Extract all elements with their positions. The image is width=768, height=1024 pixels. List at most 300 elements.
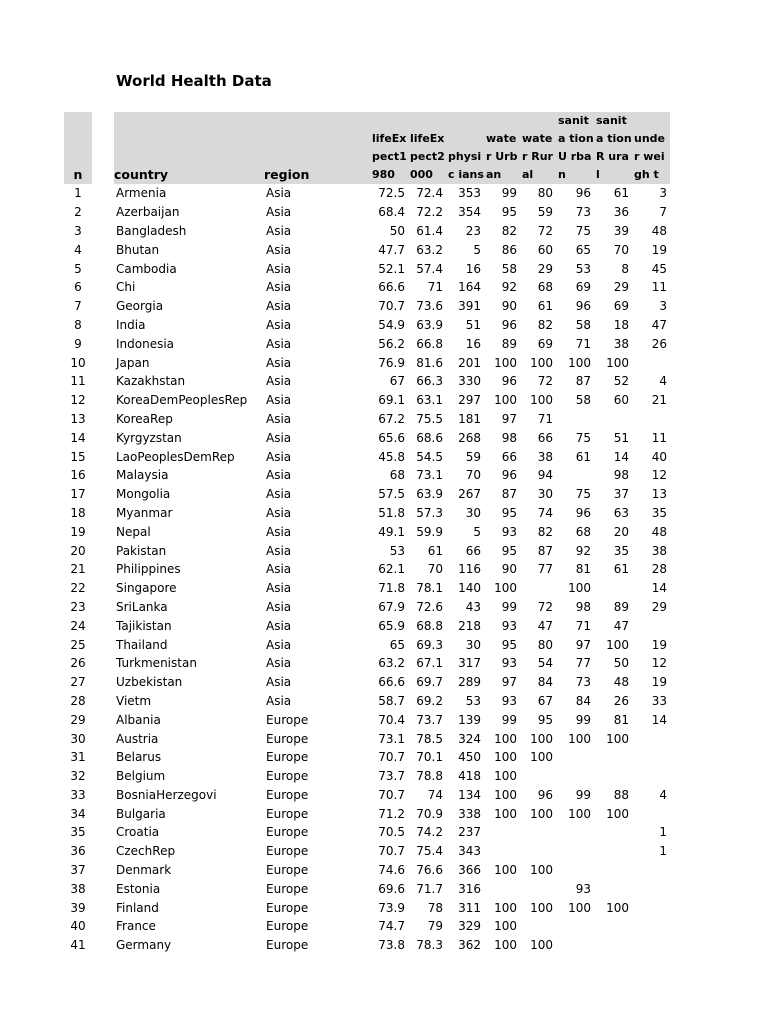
cell-physicians: 16 [465,261,481,276]
cell-sanitation-urban: 58 [575,317,591,332]
cell-lifeexpect1980: 62.1 [378,562,405,577]
cell-lifeexpect2000: 72.2 [416,205,443,220]
cell-lifeexpect1980: 71.2 [378,806,405,821]
cell-region: Asia [266,693,292,708]
cell-country: Chi [116,280,136,295]
cell-sanitation-urban: 96 [575,186,591,201]
table-row [64,372,670,391]
cell-physicians: 289 [458,675,481,690]
table-row [64,616,670,635]
table-row [64,917,670,936]
cell-lifeexpect1980: 57.5 [378,487,405,502]
cell-lifeexpect2000: 73.6 [416,299,443,314]
cell-lifeexpect2000: 66.3 [416,374,443,389]
cell-underweight: 4 [659,374,667,389]
cell-underweight [632,861,670,880]
cell-sanitation-urban: 53 [575,261,591,276]
cell-water-rural: 59 [537,205,553,220]
cell-sanitation-urban: 100 [568,806,591,821]
cell-water-urban: 100 [494,938,517,953]
cell-region: Asia [266,656,292,671]
cell-lifeexpect1980: 47.7 [378,242,405,257]
table-row [64,673,670,692]
header-sanitation-rural: sanita tionR ural [594,112,632,184]
cell-sanitation-rural [594,861,632,880]
cell-sanitation-urban [556,917,594,936]
cell-lifeexpect1980: 45.8 [378,449,405,464]
cell-physicians: 23 [465,223,481,238]
cell-underweight: 14 [651,581,667,596]
cell-water-rural: 82 [537,524,553,539]
header-lifeexpect2000: lifeEx pect2 000 [408,112,446,184]
cell-gap [92,334,114,353]
cell-sanitation-rural: 100 [606,731,629,746]
cell-underweight: 45 [651,261,667,276]
cell-region: Asia [266,205,292,220]
cell-underweight: 7 [659,205,667,220]
page-title: World Health Data [116,72,272,90]
cell-water-urban: 82 [501,223,517,238]
cell-water-urban: 95 [501,505,517,520]
table-row [64,861,670,880]
cell-region: Europe [266,900,309,915]
cell-n: 5 [74,261,82,276]
cell-underweight: 26 [651,336,667,351]
cell-water-rural: 67 [537,693,553,708]
cell-region: Asia [266,468,292,483]
cell-lifeexpect2000: 61.4 [416,223,443,238]
cell-lifeexpect1980: 58.7 [378,693,405,708]
cell-physicians: 418 [458,769,481,784]
cell-underweight: 12 [651,468,667,483]
cell-water-rural: 77 [537,562,553,577]
cell-country: Japan [116,355,150,370]
cell-lifeexpect2000: 75.4 [416,844,443,859]
cell-sanitation-rural [594,879,632,898]
cell-lifeexpect1980: 52.1 [378,261,405,276]
cell-underweight [632,410,670,429]
cell-region: Europe [266,844,309,859]
cell-n: 4 [74,242,82,257]
cell-country: Estonia [116,881,161,896]
cell-lifeexpect1980: 70.7 [378,844,405,859]
cell-sanitation-rural [594,410,632,429]
cell-n: 16 [70,468,86,483]
header-water-urban: water Urban [484,112,520,184]
cell-sanitation-urban: 100 [568,581,591,596]
cell-lifeexpect1980: 67.9 [378,599,405,614]
cell-lifeexpect1980: 69.1 [378,393,405,408]
cell-country: Nepal [116,524,151,539]
cell-sanitation-urban [556,767,594,786]
cell-underweight: 19 [651,637,667,652]
cell-region: Asia [266,393,292,408]
cell-gap [92,823,114,842]
cell-lifeexpect2000: 67.1 [416,656,443,671]
cell-sanitation-rural [594,823,632,842]
cell-physicians: 164 [458,280,481,295]
cell-lifeexpect1980: 70.7 [378,787,405,802]
cell-underweight: 35 [651,505,667,520]
table-row [64,316,670,335]
cell-sanitation-rural [594,936,632,955]
table-row [64,203,670,222]
cell-country: Vietm [116,693,152,708]
cell-country: Mongolia [116,487,171,502]
cell-sanitation-urban: 77 [575,656,591,671]
cell-n: 30 [70,731,86,746]
cell-lifeexpect1980: 66.6 [378,280,405,295]
cell-lifeexpect2000: 66.8 [416,336,443,351]
cell-lifeexpect2000: 81.6 [416,355,443,370]
cell-water-urban: 90 [501,299,517,314]
cell-country: SriLanka [116,599,168,614]
cell-lifeexpect2000: 70.9 [416,806,443,821]
cell-sanitation-rural: 88 [613,787,629,802]
data-table [64,112,670,955]
cell-lifeexpect2000: 57.3 [416,505,443,520]
cell-underweight [632,616,670,635]
cell-gap [92,861,114,880]
cell-n: 33 [70,787,86,802]
cell-region: Asia [266,581,292,596]
cell-lifeexpect2000: 69.7 [416,675,443,690]
cell-sanitation-rural [594,842,632,861]
cell-lifeexpect2000: 61 [427,543,443,558]
cell-sanitation-rural [594,917,632,936]
cell-water-urban: 98 [501,430,517,445]
cell-water-rural: 100 [530,900,553,915]
cell-gap [92,804,114,823]
cell-country: Georgia [116,299,164,314]
table-row [64,692,670,711]
cell-region: Europe [266,825,309,840]
cell-water-urban: 100 [494,863,517,878]
cell-lifeexpect2000: 71 [427,280,443,295]
cell-lifeexpect1980: 74.6 [378,863,405,878]
cell-n: 11 [70,374,86,389]
cell-gap [92,203,114,222]
cell-underweight [632,748,670,767]
cell-sanitation-rural: 18 [613,317,629,332]
header-gap [92,112,114,184]
cell-sanitation-urban [556,466,594,485]
cell-sanitation-rural: 52 [613,374,629,389]
cell-n: 12 [70,393,86,408]
cell-sanitation-rural: 70 [613,242,629,257]
cell-water-rural: 30 [537,487,553,502]
cell-sanitation-urban: 58 [575,393,591,408]
cell-water-urban: 100 [494,787,517,802]
cell-region: Asia [266,675,292,690]
cell-sanitation-rural: 48 [613,675,629,690]
cell-underweight: 12 [651,656,667,671]
cell-sanitation-urban: 100 [568,731,591,746]
cell-lifeexpect1980: 68.4 [378,205,405,220]
cell-gap [92,485,114,504]
cell-region: Asia [266,487,292,502]
cell-region: Europe [266,731,309,746]
cell-lifeexpect2000: 74.2 [416,825,443,840]
cell-sanitation-rural: 69 [613,299,629,314]
cell-sanitation-rural: 60 [613,393,629,408]
cell-n: 9 [74,336,82,351]
cell-n: 18 [70,505,86,520]
cell-country: Azerbaijan [116,205,180,220]
cell-sanitation-urban: 65 [575,242,591,257]
cell-sanitation-rural: 100 [606,806,629,821]
header-region: region [264,112,370,184]
cell-region: Europe [266,919,309,934]
table-row [64,334,670,353]
cell-water-rural: 100 [530,731,553,746]
cell-n: 21 [70,562,86,577]
cell-water-rural: 72 [537,374,553,389]
cell-physicians: 53 [465,693,481,708]
cell-country: Bangladesh [116,223,187,238]
cell-water-urban: 100 [494,355,517,370]
cell-region: Europe [266,750,309,765]
cell-sanitation-rural: 47 [613,618,629,633]
cell-lifeexpect1980: 68 [389,468,405,483]
table-row [64,598,670,617]
cell-underweight: 40 [651,449,667,464]
cell-underweight: 1 [659,844,667,859]
cell-water-rural: 71 [537,411,553,426]
cell-physicians: 329 [458,919,481,934]
cell-lifeexpect1980: 51.8 [378,505,405,520]
cell-country: KoreaRep [116,411,173,426]
cell-water-urban: 93 [501,693,517,708]
cell-water-urban: 100 [494,900,517,915]
cell-sanitation-rural: 35 [613,543,629,558]
cell-region: Europe [266,938,309,953]
cell-lifeexpect1980: 70.4 [378,712,405,727]
cell-physicians: 66 [465,543,481,558]
cell-physicians: 134 [458,787,481,802]
cell-sanitation-urban [556,748,594,767]
cell-lifeexpect1980: 70.5 [378,825,405,840]
cell-region: Asia [266,299,292,314]
table-row [64,635,670,654]
cell-region: Europe [266,712,309,727]
table-row [64,222,670,241]
cell-lifeexpect1980: 76.9 [378,355,405,370]
cell-n: 29 [70,712,86,727]
cell-physicians: 181 [458,411,481,426]
cell-n: 39 [70,900,86,915]
cell-country: LaoPeoplesDemRep [116,449,235,464]
cell-n: 26 [70,656,86,671]
cell-sanitation-rural: 100 [606,900,629,915]
cell-physicians: 30 [465,505,481,520]
cell-sanitation-rural: 37 [613,487,629,502]
cell-water-rural: 68 [537,280,553,295]
cell-water-rural: 66 [537,430,553,445]
table-row [64,767,670,786]
cell-country: France [116,919,156,934]
table-row [64,936,670,955]
cell-water-rural: 100 [530,393,553,408]
cell-country: Belgium [116,769,166,784]
cell-country: Albania [116,712,161,727]
cell-water-rural: 61 [537,299,553,314]
cell-water-rural: 94 [537,468,553,483]
cell-physicians: 70 [465,468,481,483]
cell-water-urban: 100 [494,750,517,765]
cell-physicians: 316 [458,881,481,896]
cell-water-urban: 96 [501,317,517,332]
cell-water-urban: 95 [501,637,517,652]
cell-n: 31 [70,750,86,765]
cell-lifeexpect1980: 66.6 [378,675,405,690]
cell-underweight: 1 [659,825,667,840]
cell-underweight: 47 [651,317,667,332]
cell-n: 35 [70,825,86,840]
cell-country: Uzbekistan [116,675,183,690]
header-row [64,112,670,184]
cell-water-urban: 87 [501,487,517,502]
cell-country: Cambodia [116,261,177,276]
cell-sanitation-urban: 69 [575,280,591,295]
cell-sanitation-urban: 99 [575,787,591,802]
cell-sanitation-rural: 89 [613,599,629,614]
cell-country: Bhutan [116,242,160,257]
cell-lifeexpect2000: 59.9 [416,524,443,539]
cell-water-urban: 100 [494,806,517,821]
cell-underweight: 3 [659,299,667,314]
cell-n: 34 [70,806,86,821]
cell-gap [92,222,114,241]
cell-sanitation-rural: 51 [613,430,629,445]
table-row [64,522,670,541]
cell-lifeexpect2000: 63.1 [416,393,443,408]
cell-water-urban: 95 [501,543,517,558]
cell-gap [92,917,114,936]
cell-water-urban: 97 [501,411,517,426]
cell-sanitation-rural: 50 [613,656,629,671]
cell-physicians: 16 [465,336,481,351]
cell-region: Asia [266,618,292,633]
cell-underweight: 11 [651,430,667,445]
cell-n: 24 [70,618,86,633]
cell-lifeexpect1980: 53 [389,543,405,558]
cell-sanitation-rural: 39 [613,223,629,238]
cell-sanitation-rural: 61 [613,186,629,201]
cell-sanitation-urban: 93 [575,881,591,896]
cell-sanitation-urban: 84 [575,693,591,708]
cell-sanitation-urban: 71 [575,618,591,633]
cell-n: 41 [70,938,86,953]
cell-region: Asia [266,562,292,577]
cell-sanitation-rural: 61 [613,562,629,577]
cell-lifeexpect1980: 54.9 [378,317,405,332]
cell-water-rural: 100 [530,938,553,953]
cell-gap [92,297,114,316]
cell-sanitation-urban: 99 [575,712,591,727]
cell-water-urban: 93 [501,524,517,539]
cell-country: Belarus [116,750,162,765]
header-underweight: under weigh t [632,112,670,184]
cell-sanitation-urban: 98 [575,599,591,614]
cell-lifeexpect1980: 65.6 [378,430,405,445]
cell-physicians: 51 [465,317,481,332]
cell-underweight: 48 [651,223,667,238]
cell-water-rural: 47 [537,618,553,633]
cell-n: 38 [70,881,86,896]
cell-gap [92,541,114,560]
table-row [64,842,670,861]
cell-gap [92,786,114,805]
cell-lifeexpect1980: 65 [389,637,405,652]
cell-region: Asia [266,543,292,558]
cell-n: 1 [74,186,82,201]
cell-lifeexpect1980: 73.8 [378,938,405,953]
cell-sanitation-urban: 73 [575,675,591,690]
cell-sanitation-urban: 100 [568,900,591,915]
cell-sanitation-urban [556,410,594,429]
cell-water-rural [520,579,556,598]
cell-underweight [632,729,670,748]
cell-water-urban: 89 [501,336,517,351]
cell-gap [92,410,114,429]
cell-n: 6 [74,280,82,295]
cell-country: Kazakhstan [116,374,186,389]
cell-underweight [632,879,670,898]
cell-lifeexpect2000: 71.7 [416,881,443,896]
cell-underweight: 19 [651,242,667,257]
cell-physicians: 59 [465,449,481,464]
table-row [64,447,670,466]
cell-water-rural: 38 [537,449,553,464]
cell-lifeexpect1980: 73.9 [378,900,405,915]
cell-water-urban: 99 [501,186,517,201]
cell-country: India [116,317,146,332]
cell-physicians: 218 [458,618,481,633]
cell-region: Europe [266,806,309,821]
cell-n: 13 [70,411,86,426]
cell-gap [92,729,114,748]
cell-sanitation-rural: 100 [606,637,629,652]
cell-lifeexpect2000: 63.2 [416,242,443,257]
cell-country: Austria [116,731,159,746]
cell-lifeexpect1980: 73.1 [378,731,405,746]
cell-water-urban: 92 [501,280,517,295]
cell-water-urban: 100 [494,731,517,746]
cell-n: 8 [74,317,82,332]
cell-gap [92,936,114,955]
cell-country: Singapore [116,581,177,596]
cell-physicians: 237 [458,825,481,840]
cell-physicians: 324 [458,731,481,746]
table-row [64,748,670,767]
cell-gap [92,598,114,617]
cell-n: 3 [74,223,82,238]
cell-lifeexpect2000: 70 [427,562,443,577]
table-row [64,353,670,372]
cell-water-rural: 95 [537,712,553,727]
table-row [64,278,670,297]
cell-underweight: 4 [659,787,667,802]
header-physicians: physic ians [446,112,484,184]
cell-n: 37 [70,863,86,878]
cell-water-rural: 100 [530,355,553,370]
table-row [64,823,670,842]
cell-water-rural [520,879,556,898]
cell-country: Croatia [116,825,160,840]
cell-gap [92,879,114,898]
table-row [64,579,670,598]
